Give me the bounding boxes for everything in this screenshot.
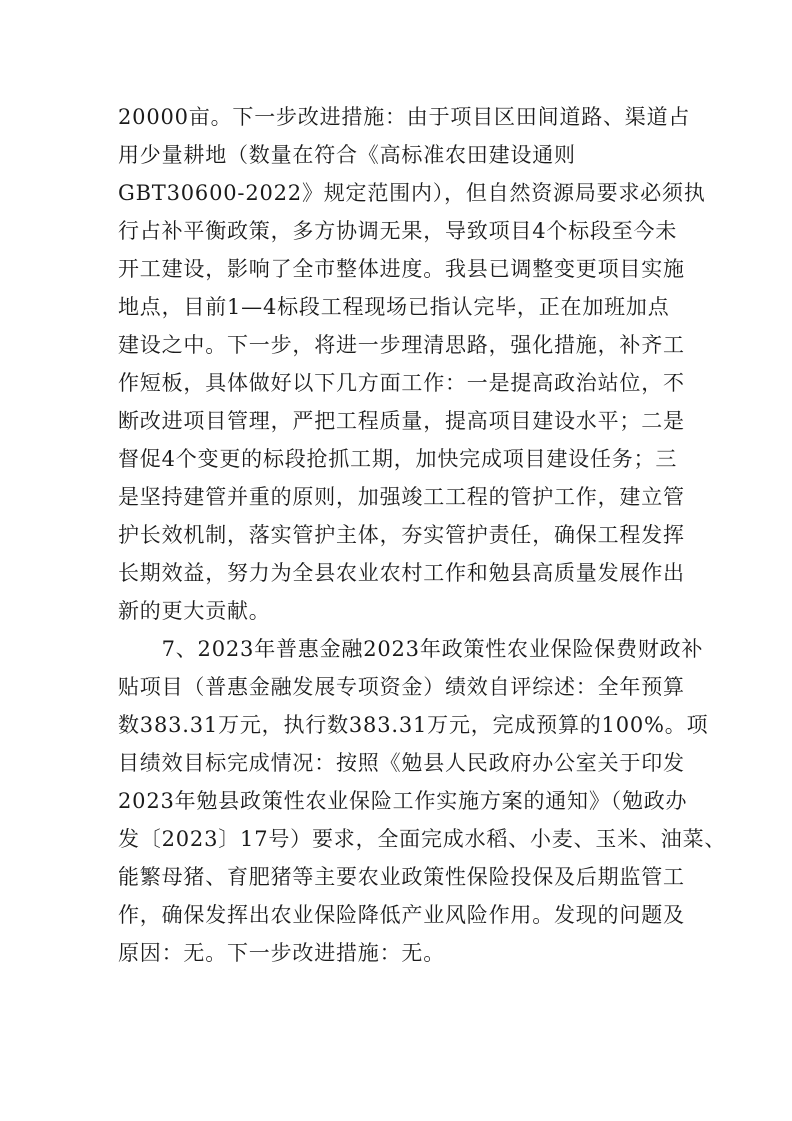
text-line: 是坚持建管并重的原则，加强竣工工程的管护工作，建立管 — [118, 485, 685, 509]
text-line: 行占补平衡政策，多方协调无果，导致项目4个标段至今未 — [118, 219, 678, 243]
text-line: 作，确保发挥出农业保险降低产业风险作用。发现的问题及 — [118, 903, 685, 927]
text-line: 断改进项目管理，严把工程质量，提高项目建设水平；二是 — [118, 409, 685, 433]
text-line: 建设之中。下一步，将进一步理清思路，强化措施，补齐工 — [118, 333, 685, 357]
text-line: 督促4个变更的标段抢抓工期，加快完成项目建设任务；三 — [118, 447, 678, 471]
text-line: 地点，目前1—4标段工程现场已指认完毕，正在加班加点 — [118, 295, 670, 319]
text-line: 能繁母猪、育肥猪等主要农业政策性保险投保及后期监管工 — [118, 865, 685, 889]
text-line: 作短板，具体做好以下几方面工作：一是提高政治站位，不 — [118, 371, 685, 395]
text-line: GBT30600-2022》规定范围内），但自然资源局要求必须执 — [118, 181, 706, 205]
text-line: 原因：无。下一步改进措施：无。 — [118, 941, 445, 965]
text-line: 护长效机制，落实管护主体，夯实管护责任，确保工程发挥 — [118, 523, 685, 547]
paragraph-start-line: 7、2023年普惠金融2023年政策性农业保险保费财政补 — [118, 637, 704, 661]
text-line: 目绩效目标完成情况：按照《勉县人民政府办公室关于印发 — [118, 751, 685, 775]
text-line: 开工建设，影响了全市整体进度。我县已调整变更项目实施 — [118, 257, 685, 281]
text-line: 新的更大贡献。 — [118, 599, 271, 623]
text-line: 贴项目（普惠金融发展专项资金）绩效自评综述：全年预算 — [118, 675, 685, 699]
text-line: 20000亩。下一步改进措施：由于项目区田间道路、渠道占 — [118, 105, 691, 129]
text-line: 发〔2023〕17号）要求，全面完成水稻、小麦、玉米、油菜、 — [118, 827, 727, 851]
body-text — [118, 98, 727, 972]
text-line: 用少量耕地（数量在符合《高标准农田建设通则 — [118, 143, 576, 167]
text-line: 数383.31万元，执行数383.31万元，完成预算的100%。项 — [118, 713, 709, 737]
text-line: 长期效益，努力为全县农业农村工作和勉县高质量发展作出 — [118, 561, 685, 585]
text-line: 2023年勉县政策性农业保险工作实施方案的通知》（勉政办 — [118, 789, 688, 813]
